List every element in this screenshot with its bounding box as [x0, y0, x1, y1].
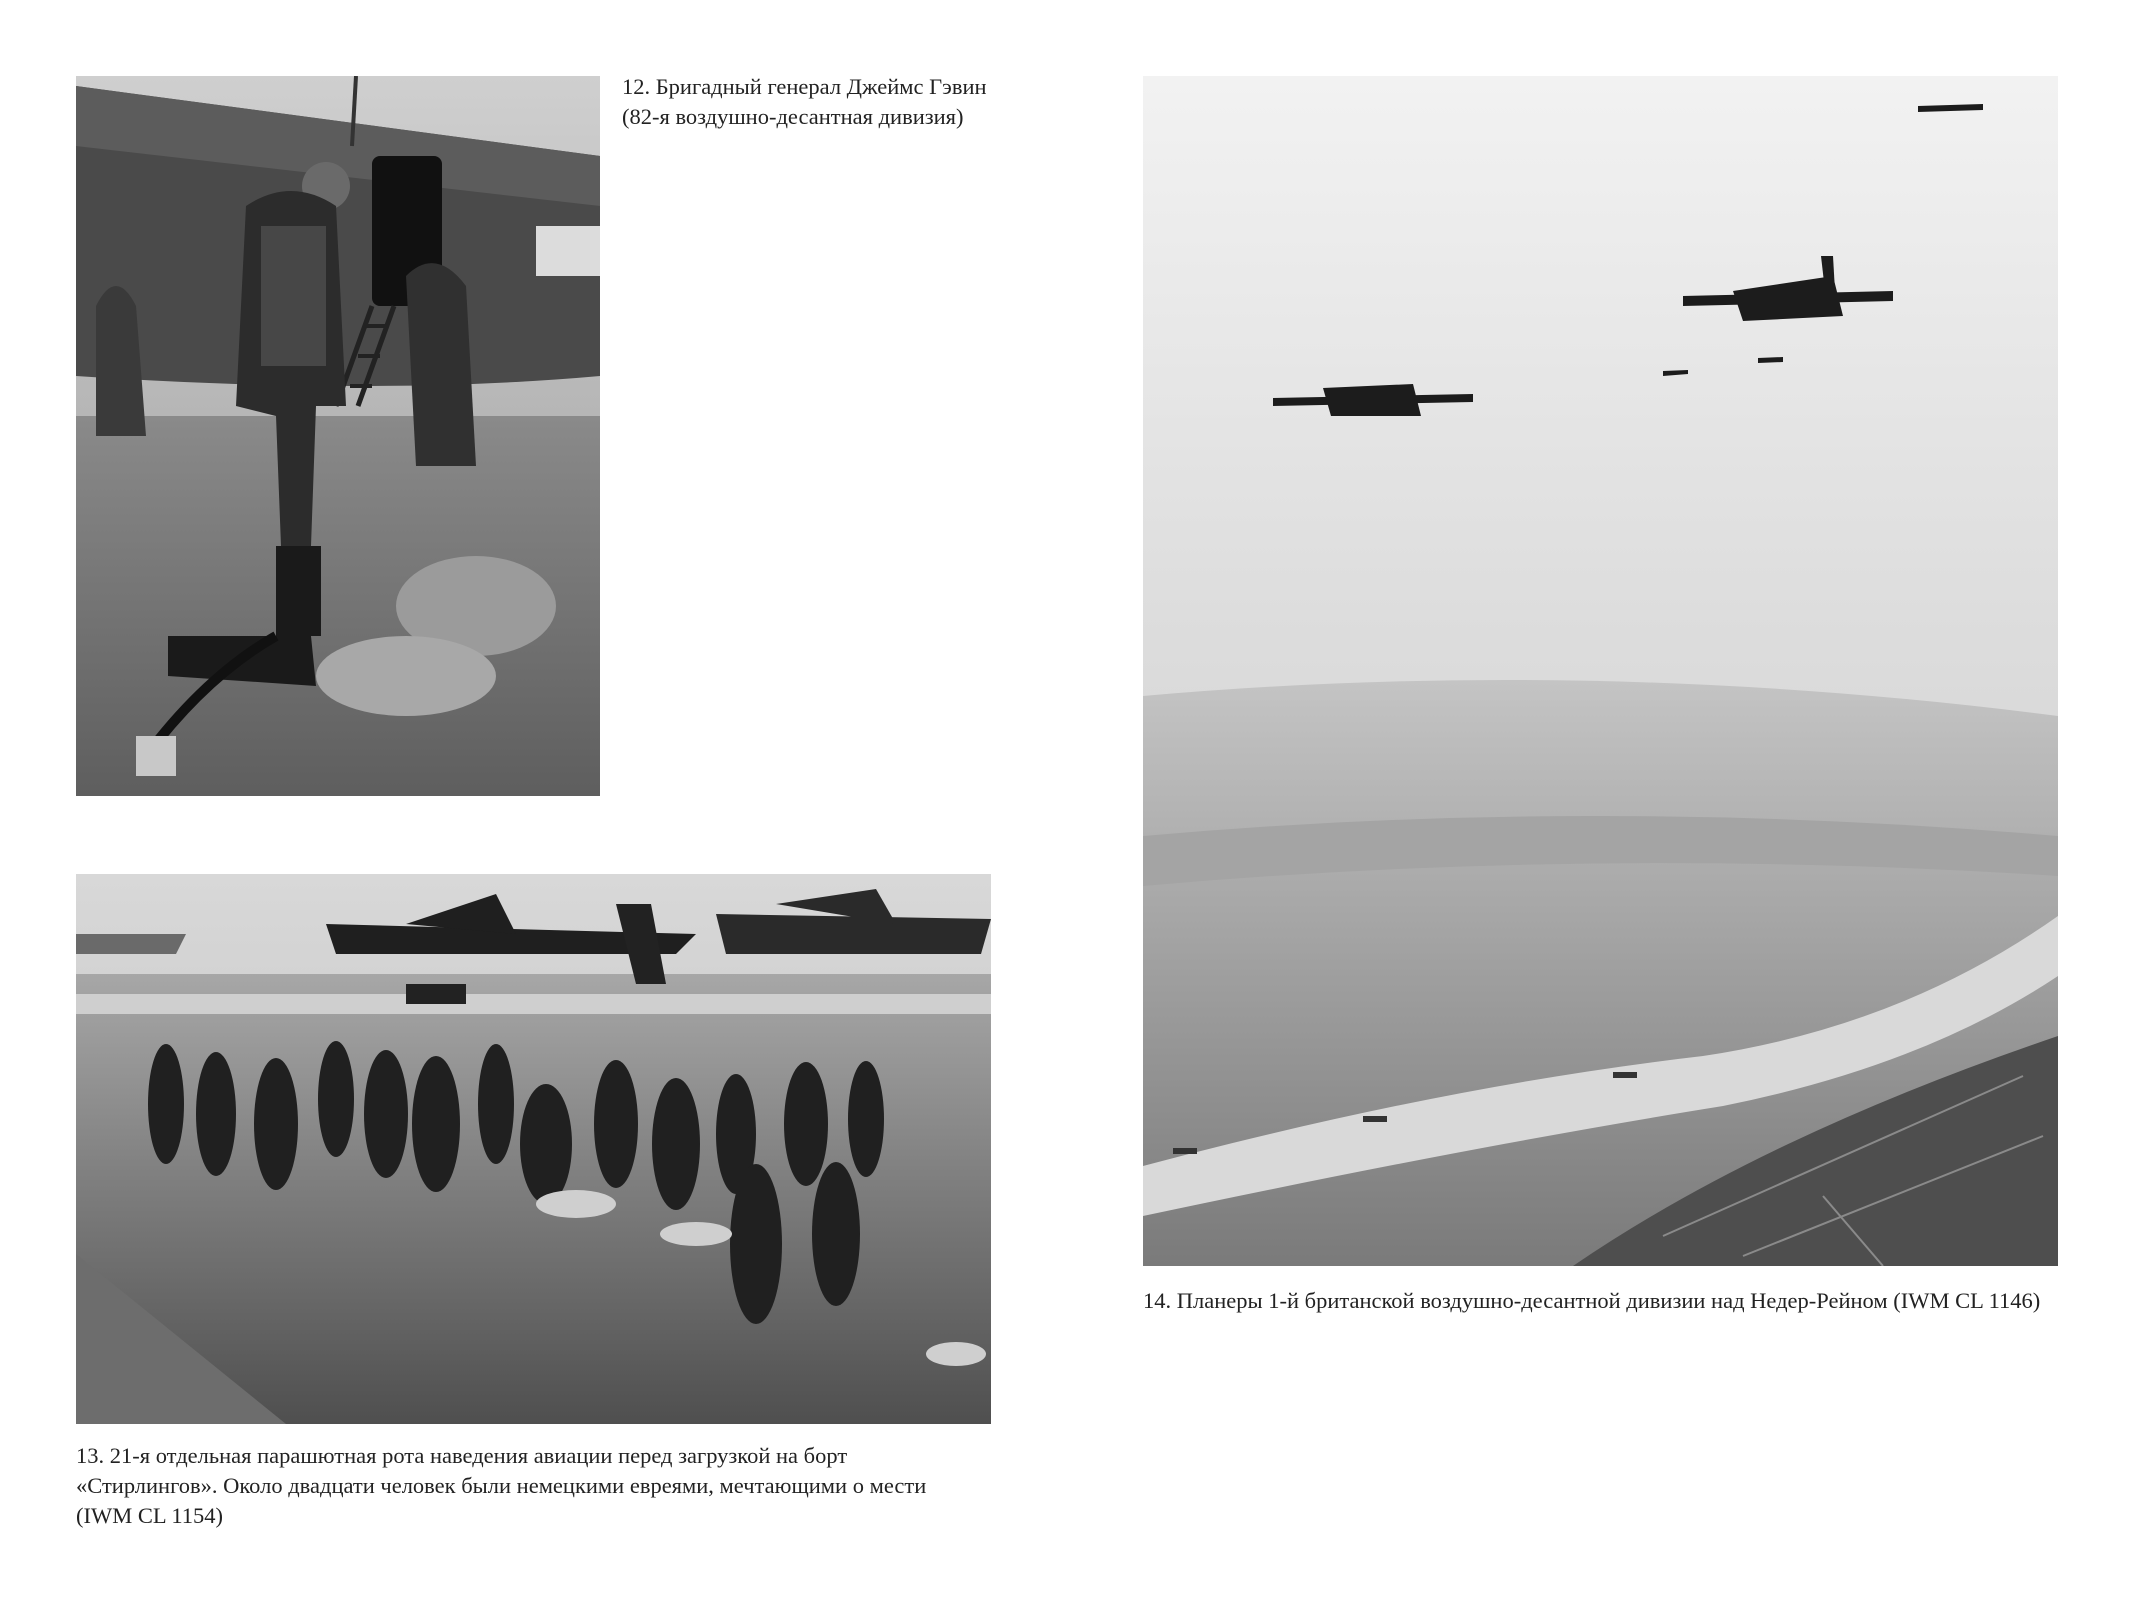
photo-pathfinder-company: [76, 874, 991, 1424]
caption-photo-13: 13. 21-я отдельная парашютная рота наведения авиации перед загрузкой на борт «Стирлингов». Около двадцати человек были немецкими евреями, мечтающими о мести (IWM CL 1154): [76, 1443, 927, 1528]
photo-general-gavin: [76, 76, 600, 796]
caption-photo-12: 12. Бригадный генерал Джеймс Гэвин (82-я воздушно-десантная дивизия): [622, 74, 987, 129]
photo-gliders-neder-rijn: [1143, 76, 2058, 1266]
caption-photo-14: 14. Планеры 1-й британской воздушно-десантной дивизии над Недер-Рейном (IWM CL 1146): [1143, 1288, 2041, 1313]
